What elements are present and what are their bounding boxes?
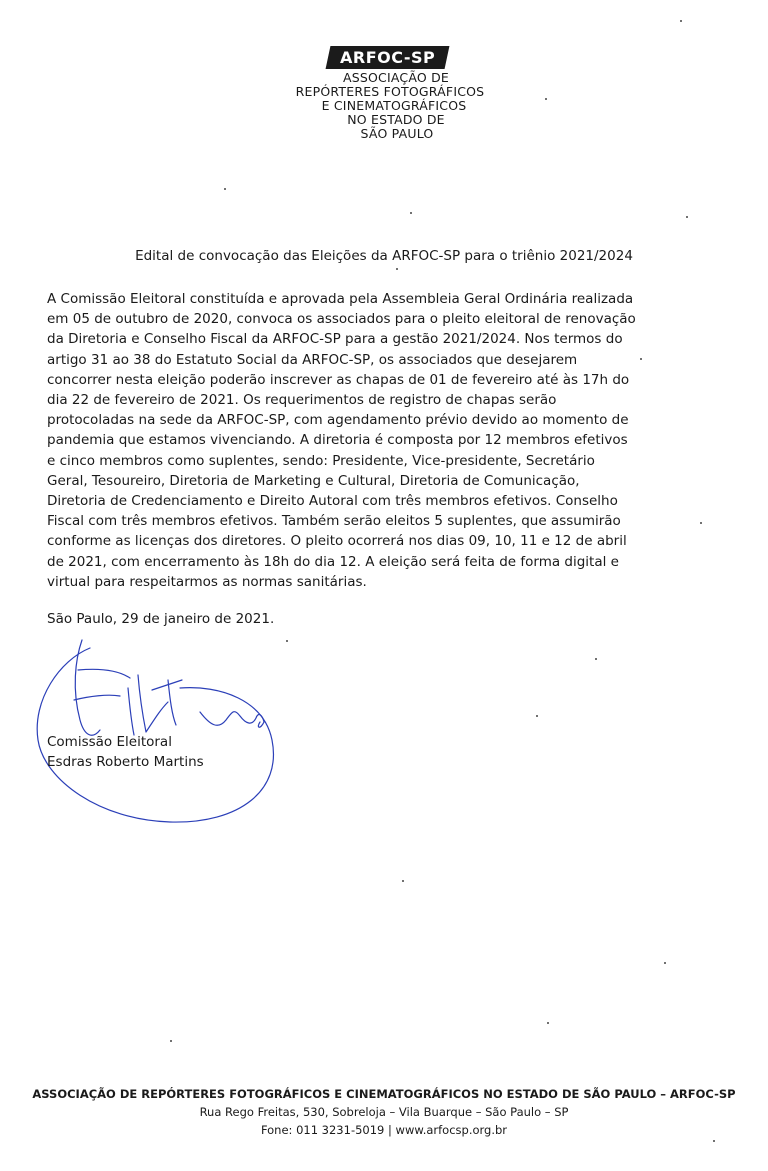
body-line: Diretoria de Credenciamento e Direito Autoral com três membros efetivos. Conselho [47,493,618,510]
body-line: da Diretoria e Conselho Fiscal da ARFOC-SP para a gestão 2021/2024. Nos termos do [47,331,623,348]
body-line: pandemia que estamos vivenciando. A diretoria é composta por 12 membros efetivos [47,432,628,449]
body-line: conforme as licenças dos diretores. O pleito ocorrerá nos dias 09, 10, 11 e 12 de abril [47,533,627,550]
arfoc-logo [0,46,768,141]
signature-block [47,732,204,772]
logo-text [0,71,768,141]
body-line: virtual para respeitarmos as normas sanitárias. [47,573,367,590]
scan-speck [713,1140,715,1142]
handwritten-signature [20,630,290,830]
scan-speck [286,640,288,642]
scan-speck [396,268,398,270]
body-line: Fiscal com três membros efetivos. Também serão eleitos 5 suplentes, que assumirão [47,513,621,530]
body-line: e cinco membros como suplentes, sendo: Presidente, Vice-presidente, Secretário [47,452,595,469]
scan-speck [547,1022,549,1024]
scan-speck [536,715,538,717]
scan-speck [545,98,547,100]
scan-speck [595,658,597,660]
logo-line: REPÓRTERES FOTOGRÁFICOS [295,84,485,99]
document-footer [0,1085,768,1139]
scan-speck [700,522,702,524]
document-date: São Paulo, 29 de janeiro de 2021. [47,611,275,627]
scan-speck [410,212,412,214]
footer-organization: ASSOCIAÇÃO DE REPÓRTERES FOTOGRÁFICOS E CINEMATOGRÁFICOS NO ESTADO DE SÃO PAULO – ARFOC-SP [32,1087,736,1101]
logo-line: ASSOCIAÇÃO DE [343,70,449,85]
body-line: protocoladas na sede da ARFOC-SP, com agendamento prévio devido ao momento de [47,412,629,429]
scan-speck [680,20,682,22]
scan-speck [402,880,404,882]
scan-speck [640,358,642,360]
body-line: de 2021, com encerramento às 18h do dia 12. A eleição será feita de forma digital e [47,553,619,570]
footer-contact: Fone: 011 3231-5019 | www.arfocsp.org.br [260,1123,508,1137]
logo-badge: ARFOC-SP [326,46,450,69]
footer-address: Rua Rego Freitas, 530, Sobreloja – Vila Buarque – São Paulo – SP [199,1105,569,1119]
document-title: Edital de convocação das Eleições da ARFOC-SP para o triênio 2021/2024 [135,248,633,264]
logo-line: E CINEMATOGRÁFICOS [321,98,467,113]
body-line: A Comissão Eleitoral constituída e aprovada pela Assembleia Geral Ordinária realizada [47,291,634,307]
logo-line: NO ESTADO DE [347,112,445,127]
scan-speck [170,1040,172,1042]
body-line: dia 22 de fevereiro de 2021. Os requerimentos de registro de chapas serão [47,392,557,409]
logo-line: SÃO PAULO [360,126,434,141]
body-line: concorrer nesta eleição poderão inscrever as chapas de 01 de fevereiro até às 17h do [47,371,630,388]
body-line: Geral, Tesoureiro, Diretoria de Marketing e Cultural, Diretoria de Comunicação, [47,472,580,489]
document-body [47,289,636,592]
committee-label: Comissão Eleitoral [47,734,172,750]
scan-speck [224,188,226,190]
scan-speck [664,962,666,964]
body-line: em 05 de outubro de 2020, convoca os associados para o pleito eleitoral de renovação [47,311,636,328]
signer-name: Esdras Roberto Martins [47,754,204,770]
body-line: artigo 31 ao 38 do Estatuto Social da ARFOC-SP, os associados que desejarem [47,351,578,368]
scan-speck [686,216,688,218]
